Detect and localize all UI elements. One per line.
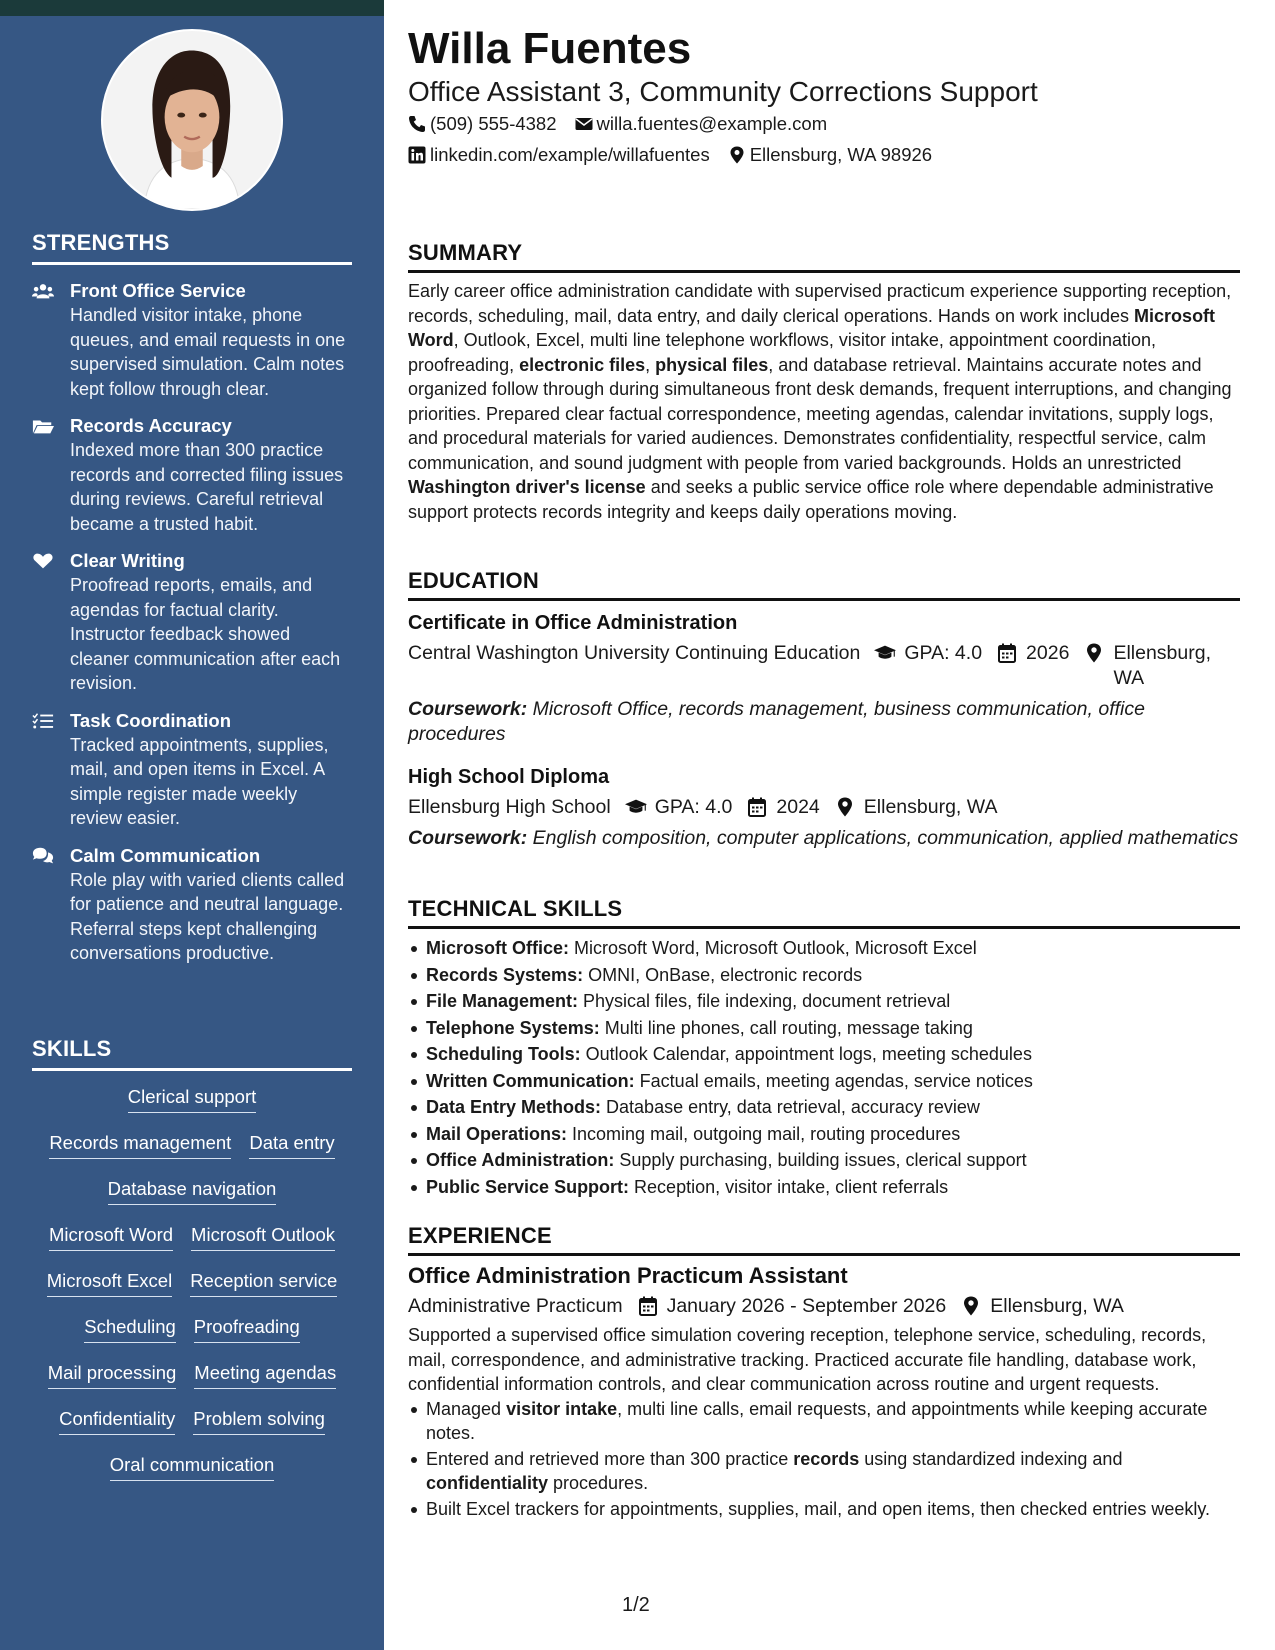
skill-tag: Microsoft Outlook [191, 1222, 335, 1251]
location-text: Ellensburg, WA 98926 [749, 144, 933, 165]
graduation-cap-icon [625, 797, 647, 817]
technical-skill-item: Mail Operations: Incoming mail, outgoing mail, routing procedures [408, 1121, 1240, 1148]
candidate-name: Willa Fuentes [408, 24, 692, 73]
education-meta [408, 795, 1240, 820]
users-icon [32, 279, 70, 401]
strength-title: Front Office Service [70, 280, 246, 301]
technical-skill-item: Written Communication: Factual emails, meeting agendas, service notices [408, 1068, 1240, 1095]
skill-tag: Database navigation [108, 1176, 277, 1205]
experience-summary: Supported a supervised office simulation covering reception, telephone service, scheduling, records, mail, correspondence, and administrative tracking. Practiced accurate file handling, database work, confidential information controls, and clear communication across routine and urgent requests. [408, 1325, 1207, 1394]
technical-skill-item: Office Administration: Supply purchasing, building issues, clerical support [408, 1147, 1240, 1174]
strength-desc: Indexed more than 300 practice records and corrected filing issues during reviews. Careful retrieval became a trusted habit. [70, 440, 344, 534]
map-pin-icon [728, 146, 746, 164]
school-name: Central Washington University Continuing Education [408, 642, 861, 664]
strength-desc: Handled visitor intake, phone queues, and email requests in one supervised simulation. Calm notes kept follow through clear. [70, 305, 346, 399]
map-pin-icon [834, 797, 856, 817]
technical-skill-item: Telephone Systems: Multi line phones, call routing, message taking [408, 1015, 1240, 1042]
skill-tag: Scheduling [84, 1314, 176, 1343]
phone-text: (509) 555-4382 [430, 113, 557, 134]
degree-title: Certificate in Office Administration [408, 612, 738, 634]
experience-bullets [408, 1397, 1240, 1522]
skill-tag: Microsoft Excel [47, 1268, 172, 1297]
email-text: willa.fuentes@example.com [596, 113, 828, 134]
skill-tag: Meeting agendas [194, 1360, 336, 1389]
summary-text: Early career office administration candidate with supervised practicum experience supporting reception, records, scheduling, mail, data entry, and daily clerical operations. Hands on work includes Microsoft Word, Outlook, Excel, multi line telephone workflows, visitor intake, appointment coordination, proofreading, electronic files, physical files, and database retrieval. Maintains accurate notes and organized follow through during simultaneous front desk demands, frequent interruptions, and changing priorities. Prepared clear factual correspondence, meeting agendas, calendar invitations, supply logs, and procedural materials for varied audiences. Demonstrates confidentiality, respectful service, calm communication, and sound judgment with people from varied backgrounds. Holds an unrestricted Washington driver's license and seeks a public service office role where dependable administrative support protects records integrity and keeps daily operations moving. [408, 281, 1232, 522]
folder-icon [32, 414, 70, 536]
experience-bullet: Entered and retrieved more than 300 practice records using standardized indexing and confidentiality procedures. [408, 1447, 1240, 1496]
education-location: Ellensburg, WA [834, 795, 998, 820]
employment-dates: January 2026 - September 2026 [637, 1294, 947, 1319]
strength-title: Calm Communication [70, 844, 261, 866]
map-pin-icon [1083, 643, 1105, 663]
summary-section [408, 240, 1240, 524]
contact-row-1 [408, 113, 845, 135]
profile-photo-icon [103, 31, 281, 209]
education-entry [408, 763, 1240, 851]
location-contact [728, 144, 932, 166]
strength-title: Clear Writing [70, 550, 185, 571]
graduation-cap-icon [874, 643, 896, 663]
strength-item [32, 549, 352, 696]
sidebar [0, 0, 384, 1650]
experience-bullet: Managed visitor intake, multi line calls, email requests, and appointments while keeping accurate notes. [408, 1397, 1240, 1446]
employer: Administrative Practicum [408, 1295, 623, 1317]
linkedin-text: linkedin.com/example/willafuentes [430, 144, 710, 165]
linkedin-icon [408, 146, 426, 164]
experience-section [408, 1223, 1240, 1522]
technical-skill-item: Records Systems: OMNI, OnBase, electronic records [408, 962, 1240, 989]
education-section [408, 568, 1240, 851]
skills-heading: SKILLS [32, 1036, 352, 1071]
calendar-icon [746, 797, 768, 817]
strength-desc: Tracked appointments, supplies, mail, and open items in Excel. A simple register made weekly review easier. [70, 734, 329, 828]
school-name: Ellensburg High School [408, 796, 611, 818]
strength-item [32, 414, 352, 536]
skills-rows [32, 1078, 352, 1492]
strength-desc: Proofread reports, emails, and agendas for factual clarity. Instructor feedback showed cleaner communication after each revision. [70, 575, 341, 693]
strength-title: Records Accuracy [70, 415, 232, 436]
technical-skill-item: Public Service Support: Reception, visitor intake, client referrals [408, 1174, 1240, 1201]
education-location: Ellensburg, WA [1083, 641, 1233, 691]
email-contact[interactable] [575, 113, 828, 135]
calendar-icon [637, 1296, 659, 1316]
skill-tag: Clerical support [128, 1084, 257, 1113]
technical-skill-item: File Management: Physical files, file indexing, document retrieval [408, 988, 1240, 1015]
coursework: Coursework: English composition, computer applications, communication, applied mathematics [408, 827, 1239, 849]
job-title: Office Administration Practicum Assistant [408, 1263, 848, 1288]
technical-skill-item: Scheduling Tools: Outlook Calendar, appointment logs, meeting schedules [408, 1041, 1240, 1068]
skills-section [32, 1036, 352, 1081]
coursework: Coursework: Microsoft Office, records management, business communication, office procedures [408, 698, 1145, 745]
skill-tag: Confidentiality [59, 1406, 175, 1435]
graduation-year: 2026 [996, 641, 1069, 666]
technical-skill-item: Microsoft Office: Microsoft Word, Microsoft Outlook, Microsoft Excel [408, 935, 1240, 962]
experience-meta [408, 1294, 1240, 1319]
skill-tag: Oral communication [110, 1452, 275, 1481]
map-pin-icon [960, 1296, 982, 1316]
envelope-icon [575, 115, 593, 133]
strength-item [32, 279, 352, 401]
skill-tag: Records management [49, 1130, 231, 1159]
strength-desc: Role play with varied clients called for patience and neutral language. Referral steps kept challenging conversations productive. [70, 869, 345, 963]
strengths-section [32, 230, 352, 966]
contact-row-2 [408, 144, 950, 166]
technical-skill-item: Data Entry Methods: Database entry, data retrieval, accuracy review [408, 1094, 1240, 1121]
technical-skills-section [408, 896, 1240, 1200]
experience-heading: EXPERIENCE [408, 1223, 1240, 1256]
sidebar-top-bar [0, 0, 384, 16]
skill-tag: Problem solving [193, 1406, 325, 1435]
heart-icon [32, 549, 70, 696]
skill-tag: Microsoft Word [49, 1222, 173, 1251]
education-entry [408, 609, 1240, 747]
strength-item [32, 709, 352, 831]
phone-icon [408, 115, 426, 133]
employment-location: Ellensburg, WA [960, 1294, 1124, 1319]
strength-title: Task Coordination [70, 709, 232, 731]
gpa: GPA: 4.0 [874, 641, 982, 666]
checklist-icon [32, 709, 70, 831]
technical-skills-list [408, 935, 1240, 1200]
skill-tag: Mail processing [48, 1360, 177, 1389]
education-meta [408, 641, 1240, 691]
technical-skills-heading: TECHNICAL SKILLS [408, 896, 1240, 929]
chat-icon [32, 844, 70, 966]
skill-tag: Data entry [249, 1130, 334, 1159]
experience-bullet: Built Excel trackers for appointments, supplies, mail, and open items, then checked entries weekly. [408, 1497, 1240, 1522]
skill-tag: Reception service [190, 1268, 337, 1297]
degree-title: High School Diploma [408, 766, 610, 788]
profile-photo [101, 29, 283, 211]
skill-tag: Proofreading [194, 1314, 300, 1343]
strength-item [32, 844, 352, 966]
graduation-year: 2024 [746, 795, 819, 820]
education-heading: EDUCATION [408, 568, 1240, 601]
summary-heading: SUMMARY [408, 240, 1240, 273]
gpa: GPA: 4.0 [625, 795, 733, 820]
linkedin-contact[interactable] [408, 144, 710, 166]
phone-contact[interactable] [408, 113, 557, 135]
calendar-icon [996, 643, 1018, 663]
candidate-title: Office Assistant 3, Community Corrections Support [408, 76, 1038, 107]
page-number: 1/2 [622, 1594, 650, 1616]
strengths-heading: STRENGTHS [32, 230, 352, 265]
